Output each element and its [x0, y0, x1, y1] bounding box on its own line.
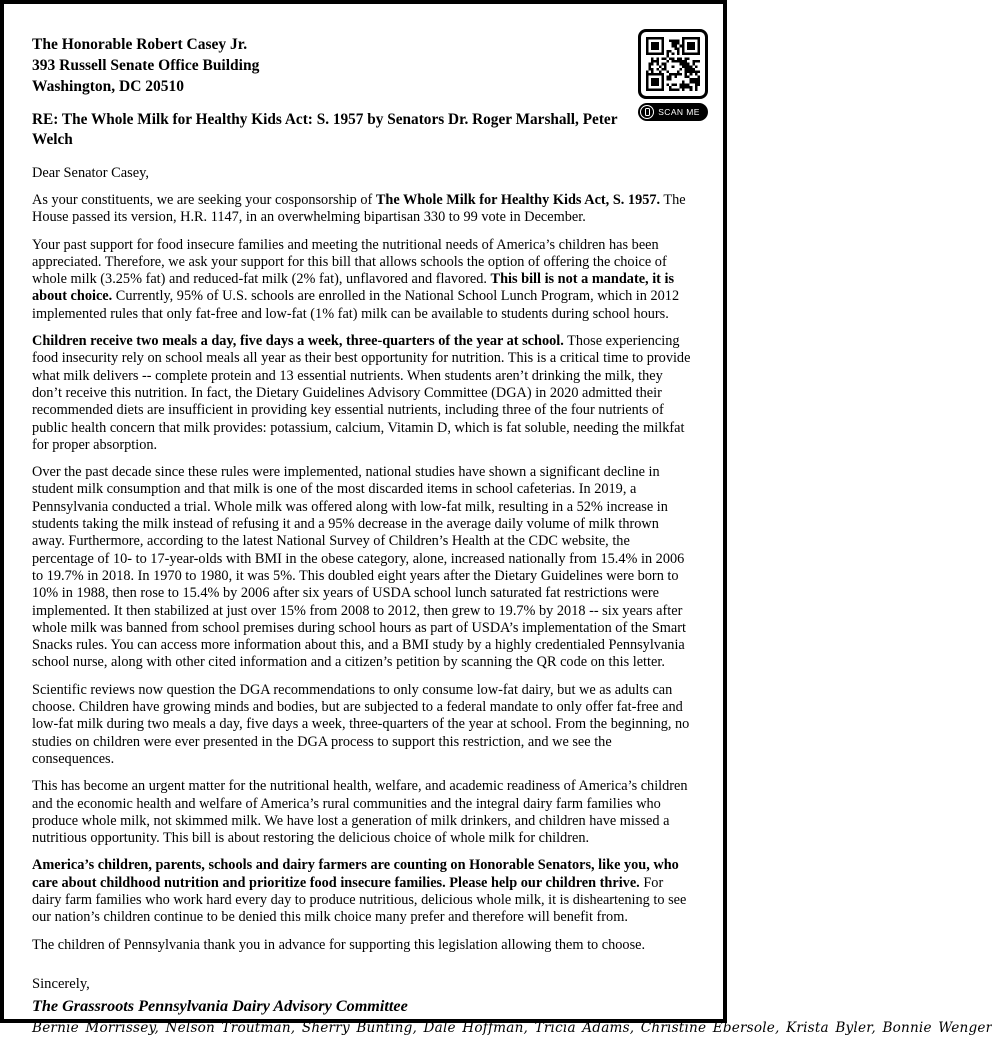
salutation: Dear Senator Casey, — [32, 165, 149, 181]
phone-icon — [640, 105, 654, 119]
letter-paragraph — [32, 857, 695, 926]
subject-line: RE: The Whole Milk for Healthy Kids Act: S. 1957 by Senators Dr. Roger Marshall, Peter Welch — [32, 111, 618, 148]
paragraph-text: Scientific reviews now question the DGA recommendations to only consume low-fat dairy, but we as adults can choose. Children have growing minds and bodies, but are subjected to a federal mandate to only offer fat-free and low-fat milk during two meals a day, five days a week, three-quarters of the year at school. From the beginning, no studies on children were ever presented in the DGA process to support this restriction, and we see the consequences. — [32, 681, 690, 767]
scan-me-label: SCAN ME — [658, 107, 700, 117]
paragraph-text: Currently, 95% of U.S. schools are enrolled in the National School Lunch Program, which in 2012 implemented rules that only fat-free and low-fat (1% fat) milk can be available to students during school hours. — [32, 288, 680, 322]
letter-paragraph — [32, 937, 695, 954]
letter-paragraph — [32, 333, 695, 454]
paragraph-text: The House passed its version, H.R. 1147, in an overwhelming bipartisan 330 to 99 vote in December. — [32, 192, 686, 226]
letter-paragraph — [32, 682, 695, 768]
letter-paragraph — [32, 192, 695, 227]
closing-word: Sincerely, — [32, 975, 90, 992]
recipient-name: The Honorable Robert Casey Jr. — [32, 36, 248, 53]
recipient-street: 393 Russell Senate Office Building — [32, 57, 260, 74]
letter-paragraph — [32, 778, 695, 847]
paragraph-text: Over the past decade since these rules were implemented, national studies have shown a significant decline in student milk consumption and that milk is one of the most discarded items in school cafeterias. In 2019, a Pennsylvania conducted a trial. Whole milk was offered along with low-fat milk, resulting in a 52% increase in students taking the milk instead of refusing it and a 95% decrease in the average daily volume of milk thrown away. Furthermore, according to the latest National Survey of Children’s Health at the CDC website, the percentage of 10- to 17-year-olds with BMI in the obese category, alone, increased nationally from 15.4% in 2006 to 19.7% in 2018. In 1970 to 1980, it was 5%. This doubled eight years after the Dietary Guidelines were born to 10% in 1988, then rose to 15.4% by 2006 after six years of USDA school lunch saturated fat restrictions were implemented. It then stabilized at just over 15% from 2008 to 2012, then grew to 19.7% by 2018 -- six years after whole milk was banned from school premises during school hours as part of USDA’s implementation of the Smart Snacks rules. You can access more information about this, and a BMI study by a highly credentialed Pennsylvania school nurse, along with other cited information and a citizen’s petition by scanning the QR code on this letter. — [32, 464, 686, 671]
recipient-city: Washington, DC 20510 — [32, 78, 185, 95]
paragraph-text: The children of Pennsylvania thank you in advance for supporting this legislation allowing them to choose. — [32, 936, 646, 953]
closing-block — [32, 975, 992, 1037]
paragraph-bold-text: This bill is not a mandate, it is about choice. — [32, 271, 675, 305]
paragraph-bold-text: Children receive two meals a day, five days a week, three-quarters of the year at school. — [32, 333, 564, 350]
letter-paragraph — [32, 464, 695, 672]
letter-paragraph — [32, 237, 695, 323]
qr-code — [638, 29, 708, 99]
paragraph-bold-text: America’s children, parents, schools and dairy farmers are counting on Honorable Senators, like you, who care about childhood nutrition and prioritize food insecure families. Please help our children thrive. — [32, 857, 679, 891]
paragraph-text: For dairy farm families who work hard every day to produce nutritious, delicious whole milk, it is disheartening to see our nation’s children continue to be denied this milk choice many prefer and therefore will benefit from. — [32, 874, 687, 926]
paragraph-text: Your past support for food insecure families and meeting the nutritional needs of America’s children has been appreciated. Therefore, we ask your support for this bill that allows schools the option of offering the choice of whole milk (3.25% fat) and reduced-fat milk (2% fat), unflavored and flavored. — [32, 236, 667, 288]
paragraph-text: As your constituents, we are seeking your cosponsorship of — [32, 192, 376, 208]
recipient-address — [32, 34, 695, 97]
paragraph-text: Those experiencing food insecurity rely on school meals all year as their best opportunity for nutrition. This is a critical time to provide what milk delivers -- complete protein and 13 essential nutrients. When students aren’t drinking the milk, they don’t receive this nutrition. In fact, the Dietary Guidelines Advisory Committee (DGA) in 2020 admitted their recommended diets are insufficient in providing key essential nutrients, including three of the four nutrients of public health concern that milk provides: potassium, calcium, Vitamin D, which is fat soluble, needing the milkfat for proper absorption. — [32, 333, 691, 453]
qr-block — [638, 29, 708, 121]
scan-me-badge — [638, 103, 708, 121]
paragraph-bold-text: The Whole Milk for Healthy Kids Act, S. 1957. — [375, 192, 661, 208]
paragraph-text: This has become an urgent matter for the nutritional health, welfare, and academic readiness of America’s children and the economic health and welfare of America’s rural communities and the integral dairy farm families who produce whole milk, not skimmed milk. We have lost a generation of milk drinkers, and children have missed a nutritious opportunity. This bill is about restoring the delicious choice of whole milk for children. — [32, 778, 688, 847]
letter-body — [32, 192, 695, 954]
signature-organization: The Grassroots Pennsylvania Dairy Advisory Committee — [32, 996, 408, 1015]
signatories: Bernie Morrissey, Nelson Troutman, Sherry Bunting, Dale Hoffman, Tricia Adams, Christine Ebersole, Krista Byler, Bonnie Wenger — [32, 1019, 992, 1036]
